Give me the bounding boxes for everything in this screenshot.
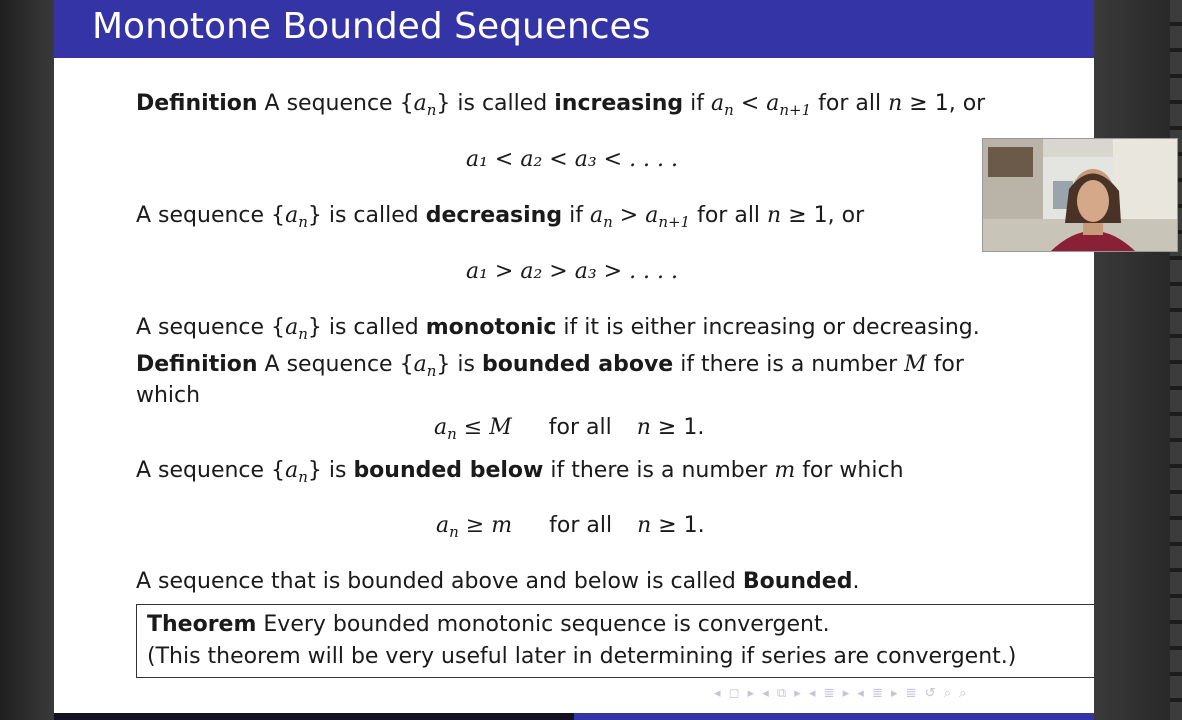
definition-bounded-above-cont: which <box>136 383 201 408</box>
term-increasing: increasing <box>554 91 684 116</box>
math: a <box>413 91 427 116</box>
text: if it is either increasing or decreasing. <box>563 315 980 340</box>
math-rel: < <box>740 91 760 116</box>
right-strip <box>1170 0 1182 720</box>
term-bounded: Bounded <box>742 569 853 594</box>
text: } is called <box>307 315 419 340</box>
webcam-overlay <box>982 138 1178 252</box>
term-monotonic: monotonic <box>425 315 557 340</box>
left-edge <box>0 0 54 720</box>
definition-label: Definition <box>136 352 258 377</box>
definition-bounded-below <box>136 455 904 488</box>
math: a <box>413 352 427 377</box>
text: A sequence { <box>136 315 286 340</box>
slide <box>54 0 1094 713</box>
presenter-video <box>983 139 1177 251</box>
math: a <box>436 513 450 538</box>
theorem-box <box>136 604 1094 678</box>
text: ≥ 1, or <box>788 203 865 228</box>
text: for all <box>549 513 613 538</box>
definition-bounded <box>136 566 859 598</box>
text: A sequence { <box>136 203 286 228</box>
math: a <box>285 203 299 228</box>
theorem-line <box>147 609 830 641</box>
math: a <box>434 415 448 440</box>
math: a <box>766 91 780 116</box>
definition-label: Definition <box>136 91 258 116</box>
text: A sequence { <box>136 458 286 483</box>
text: for all <box>697 203 761 228</box>
math-sub: n <box>298 468 308 486</box>
text: ≥ 1, or <box>909 91 986 116</box>
text: for <box>933 352 964 377</box>
beamer-nav-bar[interactable]: ◂ ◻ ▸ ◂ ⧉ ▸ ◂ ≣ ▸ ◂ ≣ ▸ ≣ ↺ ⌕ ⌕ <box>714 686 969 701</box>
math-rel: ≤ <box>463 415 483 440</box>
text: } is called <box>307 203 419 228</box>
slide-title: Monotone Bounded Sequences <box>92 6 651 47</box>
math: n <box>636 415 651 440</box>
bottom-bar-segment <box>574 713 1094 720</box>
text: . <box>852 569 860 594</box>
math: a <box>645 203 659 228</box>
theorem-note: (This theorem will be very useful later in determining if series are convergent.) <box>147 644 1017 669</box>
math: n <box>637 513 652 538</box>
text: } is <box>307 458 347 483</box>
increasing-chain: a₁ < a₂ < a₃ < . . . . <box>466 147 679 172</box>
text: A sequence that is bounded above and below is called <box>136 569 736 594</box>
text: ≥ 1. <box>658 513 705 538</box>
term-decreasing: decreasing <box>425 203 563 228</box>
bound-below-formula <box>436 510 705 543</box>
theorem-label: Theorem <box>147 612 257 637</box>
math: M <box>489 415 512 440</box>
theorem-text: Every bounded monotonic sequence is convergent. <box>263 612 830 637</box>
term-bounded-above: bounded above <box>481 352 674 377</box>
text: A sequence { <box>264 352 414 377</box>
math: m <box>491 513 513 538</box>
math-rel: ≥ <box>465 513 485 538</box>
text: for all <box>818 91 882 116</box>
math: a <box>589 203 604 228</box>
right-edge <box>1094 0 1182 720</box>
math: a <box>285 315 299 340</box>
definition-monotonic <box>136 312 980 345</box>
math: n <box>888 91 903 116</box>
math-sub: n <box>298 213 308 231</box>
text: for which <box>802 458 904 483</box>
text: if <box>569 203 583 228</box>
text: for all <box>548 415 612 440</box>
math-sub: n <box>298 325 308 343</box>
math-sub: n <box>426 101 437 119</box>
bottom-bar <box>54 713 1094 720</box>
text: if <box>690 91 705 116</box>
math-sub: n <box>449 523 459 541</box>
definition-increasing <box>136 88 985 121</box>
math-sub: n+1 <box>658 213 691 231</box>
math: a <box>711 91 725 116</box>
text: if there is a number <box>680 352 898 377</box>
text: ≥ 1. <box>657 415 705 440</box>
math-rel: > <box>619 203 639 228</box>
term-bounded-below: bounded below <box>353 458 544 483</box>
text: } is called <box>436 91 548 116</box>
definition-decreasing <box>136 200 864 233</box>
math: m <box>774 458 796 483</box>
definition-bounded-above <box>136 349 964 382</box>
math-sub: n+1 <box>779 101 812 119</box>
math-sub: n <box>426 362 437 380</box>
math-sub: n <box>724 101 734 119</box>
decreasing-chain: a₁ > a₂ > a₃ > . . . . <box>466 259 679 284</box>
text: } is <box>436 352 475 377</box>
bound-above-formula <box>434 412 704 445</box>
text: if there is a number <box>550 458 768 483</box>
title-bar <box>54 0 1094 58</box>
text: A sequence { <box>264 91 414 116</box>
math: a <box>285 458 299 483</box>
math: M <box>904 352 927 377</box>
math-sub: n <box>603 213 613 231</box>
math: n <box>767 203 782 228</box>
math-sub: n <box>447 425 457 443</box>
